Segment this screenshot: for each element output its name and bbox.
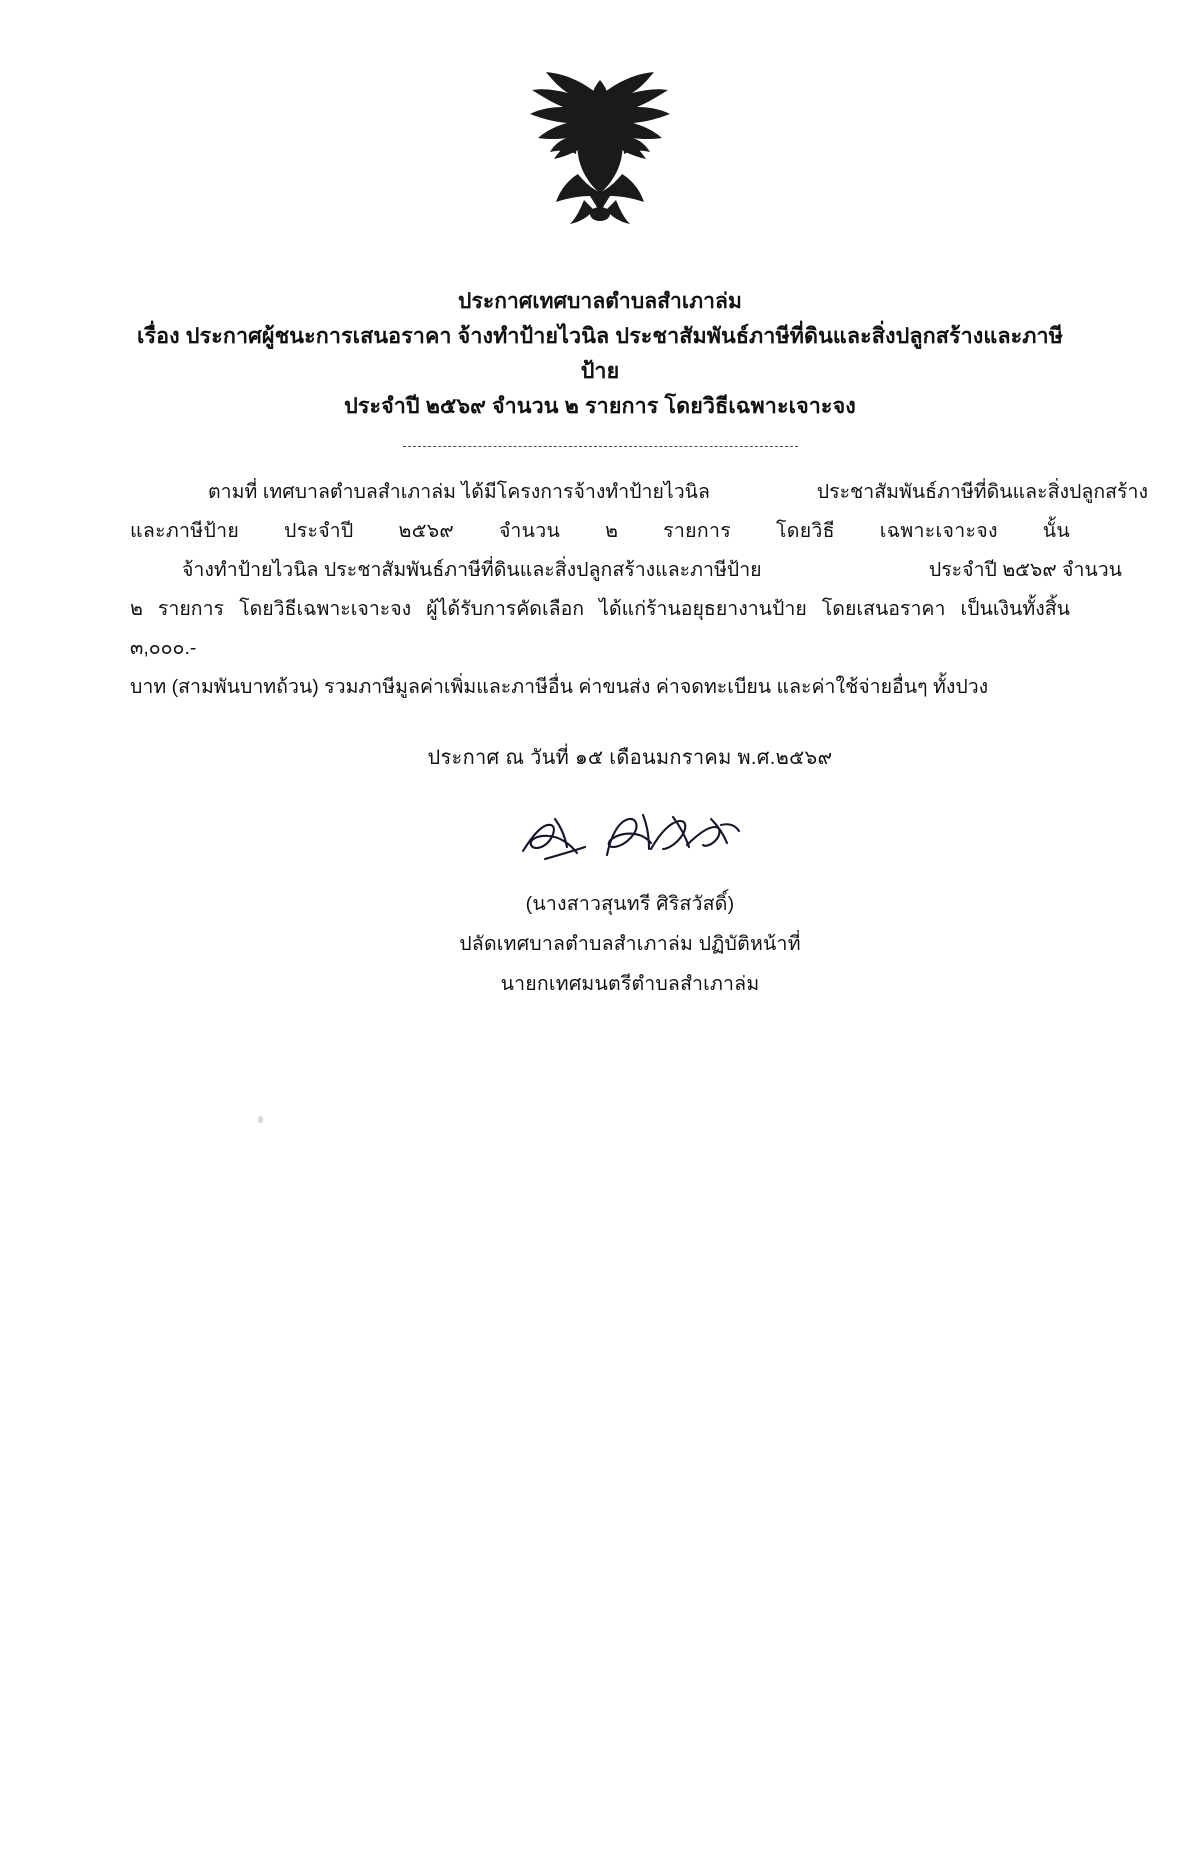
body-line-2 xyxy=(130,512,1070,551)
garuda-emblem-icon xyxy=(510,62,690,237)
signer-name: (นางสาวสุนทรี ศิริสวัสดิ์) xyxy=(525,892,735,915)
body-line-1-part-a: ตามที่ เทศบาลตำบลสำเภาล่ม ได้มีโครงการจ้างทำป้ายไวนิล xyxy=(208,480,710,503)
body-line-3-part-b: ประจำปี ๒๕๖๙ จำนวน xyxy=(928,558,1122,581)
emblem-container xyxy=(130,0,1070,237)
body-line-3-part-a: จ้างทำป้ายไวนิล ประชาสัมพันธ์ภาษีที่ดินและสิ่งปลูกสร้างและภาษีป้าย xyxy=(182,558,762,581)
body-line-1 xyxy=(130,473,1148,512)
body-line-2-part-c: ๒๕๖๙ xyxy=(398,519,455,542)
body-line-2-part-e: ๒ xyxy=(605,519,619,542)
body-line-2-part-d: จำนวน xyxy=(498,519,561,542)
handwritten-signature-icon xyxy=(515,805,745,877)
body-line-3 xyxy=(130,551,1122,590)
heading-line-3: ประจำปี ๒๕๖๙ จำนวน ๒ รายการ โดยวิธีเฉพาะเจาะจง xyxy=(344,393,856,418)
body-line-2-part-a: และภาษีป้าย xyxy=(130,519,240,542)
body-line-2-part-i: นั้น xyxy=(1042,519,1070,542)
body-line-2-part-f: รายการ xyxy=(663,519,732,542)
signer-role-line-2: นายกเทศมนตรีตำบลสำเภาล่ม xyxy=(500,972,760,995)
document-heading xyxy=(130,285,1070,424)
document-body xyxy=(130,473,1148,707)
body-line-2-part-g: โดยวิธี xyxy=(775,519,835,542)
heading-divider xyxy=(403,446,798,447)
signature-block xyxy=(130,805,1070,999)
signer-role-line-1: ปลัดเทศบาลตำบลสำเภาล่ม ปฏิบัติหน้าที่ xyxy=(459,932,801,955)
body-line-1-part-b: ประชาสัมพันธ์ภาษีที่ดินและสิ่งปลูกสร้าง xyxy=(816,480,1148,503)
body-line-2-part-h: เฉพาะเจาะจง xyxy=(879,519,998,542)
heading-line-2: เรื่อง ประกาศผู้ชนะการเสนอราคา จ้างทำป้ายไวนิล ประชาสัมพันธ์ภาษีที่ดินและสิ่งปลูกสร้างและภาษีป้าย xyxy=(137,324,1063,383)
heading-line-1: ประกาศเทศบาลตำบลสำเภาล่ม xyxy=(458,290,742,313)
scan-artifact xyxy=(258,1116,263,1123)
body-line-2-part-b: ประจำปี xyxy=(284,519,354,542)
body-line-5: บาท (สามพันบาทถ้วน) รวมภาษีมูลค่าเพิ่มและภาษีอื่น ค่าขนส่ง ค่าจดทะเบียน และค่าใช้จ่ายอื่นๆ ทั้งปวง xyxy=(130,675,989,698)
announcement-date: ประกาศ ณ วันที่ ๑๕ เดือนมกราคม พ.ศ.๒๕๖๙ xyxy=(427,746,833,769)
body-line-4: ๒ รายการ โดยวิธีเฉพาะเจาะจง ผู้ได้รับการคัดเลือก ได้แก่ร้านอยุธยางานป้าย โดยเสนอราคา เป็นเงินทั้งสิ้น ๓,๐๐๐.- xyxy=(130,597,1070,659)
